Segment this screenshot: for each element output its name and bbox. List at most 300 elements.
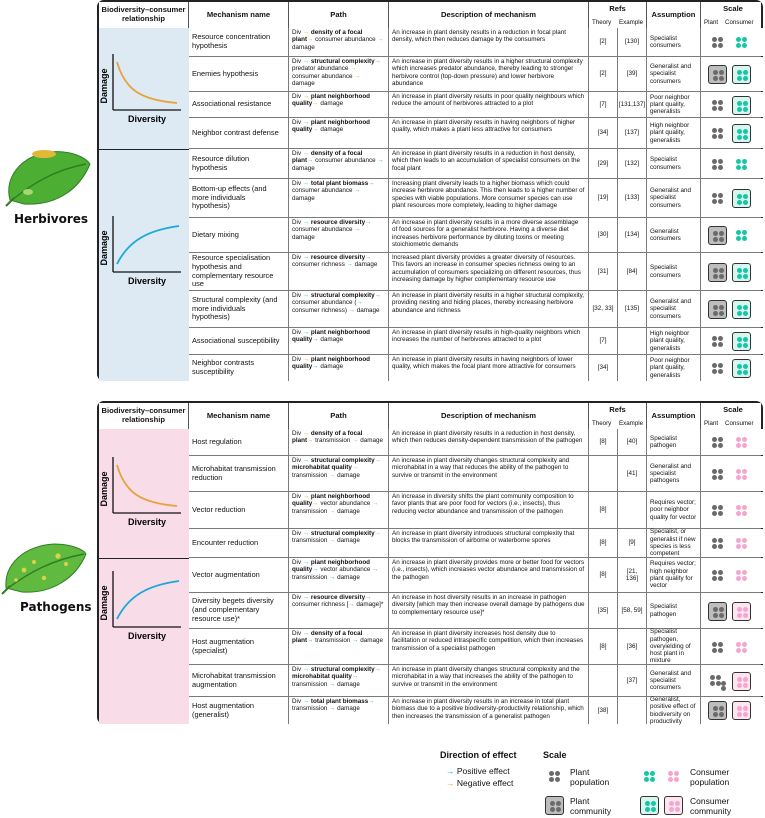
positive-arrow-icon: → [302,180,310,187]
path-text: Div [292,594,303,601]
scale-dot [737,70,742,75]
ref-theory [589,253,618,290]
consumer-comm-icon [732,124,751,143]
header-mechanism: Mechanism name [189,403,289,429]
scale-dot [555,777,560,782]
path-node: plant neighborhood quality [292,356,371,371]
plant-comm-icon [708,263,727,282]
plant-pop-icon [708,638,727,657]
table-row [189,429,761,456]
table-row [189,118,761,149]
scale-dot [737,706,742,711]
scale-dot [736,437,741,442]
scale-dot [550,807,555,812]
consumer-comm-icon [732,189,751,208]
scale-dot [675,801,680,806]
positive-arrow-icon: → [372,566,379,574]
mechanism-path [289,665,389,696]
scale-dot [742,570,747,575]
consumer-comm-icon [732,672,751,691]
ref-example [618,179,647,217]
ref-example [618,429,647,455]
positive-arrow-icon: → [302,329,310,336]
scale-dot [712,642,717,647]
negative-arrow-icon: → [350,65,357,73]
table-row [189,28,761,57]
assumption [647,629,701,664]
scale-dot [736,43,741,48]
scale-dot [743,706,748,711]
plant-pop-icon [708,566,727,585]
mechanism-description-text: An increase in plant diversity results in a higher structural complexity, providing nesting and hiding places, thereby increasing herbivore abundance and richness [392,292,585,314]
path-text: Div [292,292,303,299]
scale-dot [719,607,724,612]
mechanism-path [289,328,389,354]
path-node: total plant biomass [309,180,369,187]
plant-pop-icon [708,124,727,143]
consumer-pop-icon [732,433,751,452]
mechanism-name-text: Vector reduction [192,504,246,514]
ref-theory-text: [31] [597,267,609,275]
path-node: density of a focal plant [292,430,363,445]
scale-dot [736,475,741,480]
scale-dot [712,165,717,170]
scale-dot [718,544,723,549]
scale-cell [701,355,765,381]
mechanism-name [189,558,289,592]
path-text: damage [358,437,383,445]
ref-example [618,697,647,724]
scale-dot [668,777,673,782]
assumption-text: Generalist and specialist consumers [650,298,691,320]
scale-dot [737,364,742,369]
scale-cell [701,253,765,290]
mechanism-path [289,291,389,327]
table-row [189,629,761,665]
mechanism-name [189,253,289,290]
scale-dot [743,370,748,375]
mechanism-description [389,118,589,148]
assumption [647,529,701,557]
mechanism-path [289,57,389,91]
path-text: damage [335,705,360,713]
path-node: plant neighborhood quality [292,493,371,508]
path-node: density of a focal plant [292,150,363,165]
path-text: Div [292,457,303,464]
scale-dot [712,511,717,516]
scale-dot [669,801,674,806]
damage-axis-label: Damage [99,471,109,507]
legend-negative [446,778,517,788]
header-refs-label: Refs [609,4,626,13]
scale-dot [716,675,721,680]
positive-arrow-icon: → [377,157,384,165]
scale-dot [736,230,741,235]
scale-dot [712,193,717,198]
direction-legend [440,750,517,788]
assumption-text: Requires vector; poor neighbor quality for vector [650,499,697,521]
mechanism-name-text: Neighbor contrasts susceptibility [192,358,255,376]
mechanism-name [189,355,289,381]
scale-cell [701,629,765,664]
scale-cell [701,328,765,354]
assumption [647,253,701,290]
ref-example [618,92,647,117]
scale-dot [719,712,724,717]
ref-theory [589,629,618,664]
ref-example [618,355,647,381]
ref-example [618,529,647,557]
table-row [189,291,761,328]
assumption-text: Specialist consumers [650,156,681,171]
path-node: plant neighborhood quality [292,93,371,108]
scale-dot [712,443,717,448]
header-scale-label: Scale [723,4,743,13]
positive-arrow-icon: → [302,698,310,705]
ref-example-text: [40] [626,438,638,446]
scale-dot [737,129,742,134]
header-mechanism: Mechanism name [189,2,289,28]
positive-arrow-icon: → [302,119,310,126]
ref-theory-text: [32, 33] [592,305,614,313]
mechanism-description [389,355,589,381]
path-text: transmission [292,471,330,479]
scale-dot [712,505,717,510]
path-text: Div [292,254,303,261]
consumer-comm-icon [732,359,751,378]
positive-arrow-icon: → [312,566,319,574]
scale-dot [644,777,649,782]
negative-arrow-icon: → [302,29,310,36]
scale-dot [713,613,718,618]
header-refs [589,403,647,429]
scale-dot [736,236,741,241]
ref-theory-text: [8] [599,642,607,650]
scale-dot [737,135,742,140]
mechanism-name-text: Resource dilution hypothesis [192,153,250,172]
mechanism-name-text: Microhabitat transmission augmentation [192,670,276,689]
negative-arrow-icon: → [302,493,310,500]
ref-example-text: [36] [626,642,638,650]
scale-cell [701,429,765,455]
scale-dot [743,712,748,717]
scale-dot [719,76,724,81]
mechanism-path [289,429,389,455]
table-row [189,697,761,724]
legend-consumer-population: Consumer population [690,767,730,787]
header-relationship: Biodiversity–consumer relationship [99,403,189,429]
header-refs [589,2,647,28]
mechanism-description [389,593,589,628]
ref-theory-text: [7] [599,100,607,108]
scale-dot [549,771,554,776]
header-example: Example [619,419,644,427]
scale-dot [710,681,715,686]
scale-dot [712,159,717,164]
consumer-pop-icon [732,566,751,585]
assumption [647,218,701,252]
scale-dot [645,807,650,812]
scale-dot [650,777,655,782]
consumer-comm-icon [732,65,751,84]
plant-pop-icon [708,359,727,378]
scale-dot [712,469,717,474]
path-text: damage [318,100,344,108]
mechanism-name-text: Bottom-up effects (and more individuals hypothesis) [192,183,267,211]
header-assumption: Assumption [647,403,701,429]
header-assumption: Assumption [647,2,701,28]
header-description: Description of mechanism [389,2,589,28]
negative-arrow-icon: → [377,36,384,44]
scale-dot [712,369,717,374]
negative-arrow-icon: → [312,126,319,134]
scale-cell [701,558,765,592]
mechanism-description-text: An increase in plant diversity results in having neighbors of higher quality, which makes a plant less attractive for consumers [392,119,576,134]
path-text: transmission [292,573,330,581]
path-text: transmission [292,705,330,713]
table-row [189,456,761,492]
negative-arrow-icon: → [329,507,336,515]
scale-dot [742,511,747,516]
assumption [647,429,701,455]
mechanism-name-text: Diversity begets diversity (and complementary resource use)* [192,596,274,623]
ref-example [618,118,647,148]
scale-dot [718,437,723,442]
positive-arrow-icon: → [302,254,310,261]
scale-dot [718,538,723,543]
diversity-axis-label: Diversity [127,631,167,641]
scale-dot [718,648,723,653]
scale-dot [743,135,748,140]
scale-dot [737,677,742,682]
scale-dot [719,231,724,236]
mechanism-description-text: An increase in plant diversity increases host density due to facilitation or reduced intraspecific competition, which then increases transmission of a specialist pathogen [392,630,584,652]
path-text: damage [292,194,315,202]
scale-dot [743,70,748,75]
scale-dot [736,576,741,581]
mechanism-name [189,328,289,354]
mechanism-description-text: An increase in plant diversity results in a reduction in host density, which then leads to an accumulation of specialist consumers on the focal plant [392,150,580,172]
herbivores-label: Herbivores [14,212,89,226]
positive-arrow-icon: → [374,292,381,299]
scale-cell [701,92,765,117]
ref-theory-text: [8] [599,506,607,514]
ref-theory [589,492,618,528]
positive-arrow-icon: → [302,58,310,65]
scale-dot [742,443,747,448]
scale-dot [718,43,723,48]
assumption [647,92,701,117]
assumption-text: Specialist consumers [650,264,681,279]
plant-pop-icon [708,332,727,351]
scale-dot [712,576,717,581]
ref-example-text: [134] [624,231,639,239]
scale-dot [736,469,741,474]
mechanism-name-text: Dietary mixing [192,229,239,239]
scale-dot [712,342,717,347]
scale-cell [701,529,765,557]
header-description: Description of mechanism [389,403,589,429]
header-path: Path [289,403,389,429]
path-text: consumer abundance [313,36,378,44]
assumption [647,291,701,327]
mechanism-name [189,456,289,491]
scale-dot [719,613,724,618]
scale-dot [742,37,747,42]
path-text: damage [335,471,360,479]
scale-cell [701,697,765,724]
scale-dot [556,801,561,806]
path-text: vector abundance [318,500,373,508]
ref-theory [589,593,618,628]
scale-dot [737,370,742,375]
assumption-text: Specialist, or generalist if new species is less competent [650,528,696,558]
path-text: ( [354,299,357,307]
mechanism-name [189,697,289,724]
path-node: resource diversity [309,254,366,261]
ref-theory [589,149,618,178]
positive-arrow-icon: → [302,630,310,637]
path-text: Div [292,180,303,187]
consumer-pop-icon [732,465,751,484]
path-node: structural complexity [309,666,375,673]
positive-arrow-icon: → [302,457,310,464]
mechanism-description [389,697,589,724]
mechanism-name [189,593,289,628]
mechanism-name [189,28,289,56]
path-text: damage]* [354,601,384,609]
table-row [189,593,761,629]
path-node: resource diversity [309,594,366,601]
mechanism-description-text: Increasing plant diversity leads to a higher biomass which could increase herbivore abundance. This then leads to a higher number of species with viable populations. More consumer species can use plant resources more completely, leading to higher damage [392,180,585,209]
ref-example [618,665,647,696]
plant-comm-icon [708,701,727,720]
ref-theory [589,697,618,724]
positive-arrow-icon: → [356,299,363,307]
ref-theory-text: [8] [599,571,607,579]
mechanism-description [389,558,589,592]
positive-arrow-icon: → [368,180,375,187]
negative-arrow-icon: → [329,537,336,545]
plant-comm-icon [545,796,564,815]
scale-dot [645,801,650,806]
positive-arrow-icon: → [329,573,336,581]
scale-dot [555,771,560,776]
scale-dot [742,165,747,170]
negative-arrow-icon: → [302,93,310,100]
path-text: consumer abundance [313,157,378,165]
scale-dot [718,642,723,647]
path-text: Div [292,630,303,637]
consumer-comm-icon [732,300,751,319]
assumption [647,28,701,56]
scale-dot [718,576,723,581]
mechanism-name-text: Resource concentration hypothesis [192,32,271,50]
mechanism-name-text: Vector augmentation [192,569,260,579]
path-text: damage [292,43,315,51]
scale-dot [713,712,718,717]
table-row [189,149,761,179]
scale-dot [556,807,561,812]
path-node: structural complexity [309,457,375,464]
scale-dot [713,274,718,279]
mechanism-description-text: An increase in diversity shifts the plant community composition to favor plants that are poor food for vectors (i.e., insects), thus reducing vector abundance and transmission of the pathogen [392,493,574,515]
table-row [189,665,761,697]
ref-theory-text: [7] [599,337,607,345]
assumption [647,179,701,217]
legend-plant-community: Plant community [570,796,612,816]
positive-arrow-icon: → [307,157,314,165]
scale-dot [718,475,723,480]
scale-dot [742,538,747,543]
positive-arrow-icon: → [302,530,310,537]
scale-dot [742,475,747,480]
mechanism-description-text: An increase in plant diversity results in high-quality neighbors which increases the number of herbivores attracted to a plot [392,329,581,344]
mechanism-description [389,28,589,56]
positive-arrow-icon: → [312,363,319,371]
ref-example [618,57,647,91]
scale-dot [718,342,723,347]
path-text: consumer abundance [292,72,355,80]
header-plant: Plant [704,18,719,26]
scale-cell [701,291,765,327]
positive-arrow-icon: → [302,559,310,566]
ref-example [618,593,647,628]
plant-pop-icon [545,767,564,786]
ref-example [618,558,647,592]
scale-dot [718,193,723,198]
scale-dot [736,648,741,653]
ref-example-text: [131,137] [618,100,646,108]
negative-arrow-icon: → [446,778,455,788]
mechanism-description [389,179,589,217]
legend-negative-label: Negative effect [456,778,514,788]
scale-dot [712,106,717,111]
consumer-comm-icon [732,96,751,115]
mechanism-name-text: Enemies hypothesis [192,68,259,78]
assumption-text: Specialist pathogen [650,603,677,618]
scale-dot [743,305,748,310]
ref-example [618,218,647,252]
ref-theory-text: [34] [597,364,609,372]
mechanism-description [389,456,589,491]
plant-comm-icon [708,602,727,621]
path-text: Div [292,530,303,537]
scale-dot [742,505,747,510]
scale-dot [712,37,717,42]
scale-dot [743,76,748,81]
mechanism-path [289,355,389,381]
mechanism-description [389,492,589,528]
positive-arrow-icon: → [348,306,355,314]
path-text: consumer richness) [292,306,349,314]
table-row [189,529,761,558]
herbivore-leaf-illustration [2,148,92,210]
scale-dot [742,230,747,235]
positive-arrow-icon: → [302,219,310,226]
mechanism-description [389,253,589,290]
scale-dot [712,648,717,653]
path-node: total plant biomass [309,698,369,705]
mechanism-description-text: An increase in plant diversity changes structural complexity and microhabitat in a way that reduces the ability of the pathogen to survive or transmit in the environment [392,457,570,479]
ref-theory [589,218,618,252]
plant-mixed-icon [708,672,727,691]
path-text: consumer abundance [292,187,355,195]
plant-pop-icon [708,501,727,520]
ref-theory [589,179,618,217]
ref-theory-text: [19] [597,194,609,202]
path-node: resource diversity [309,219,366,226]
